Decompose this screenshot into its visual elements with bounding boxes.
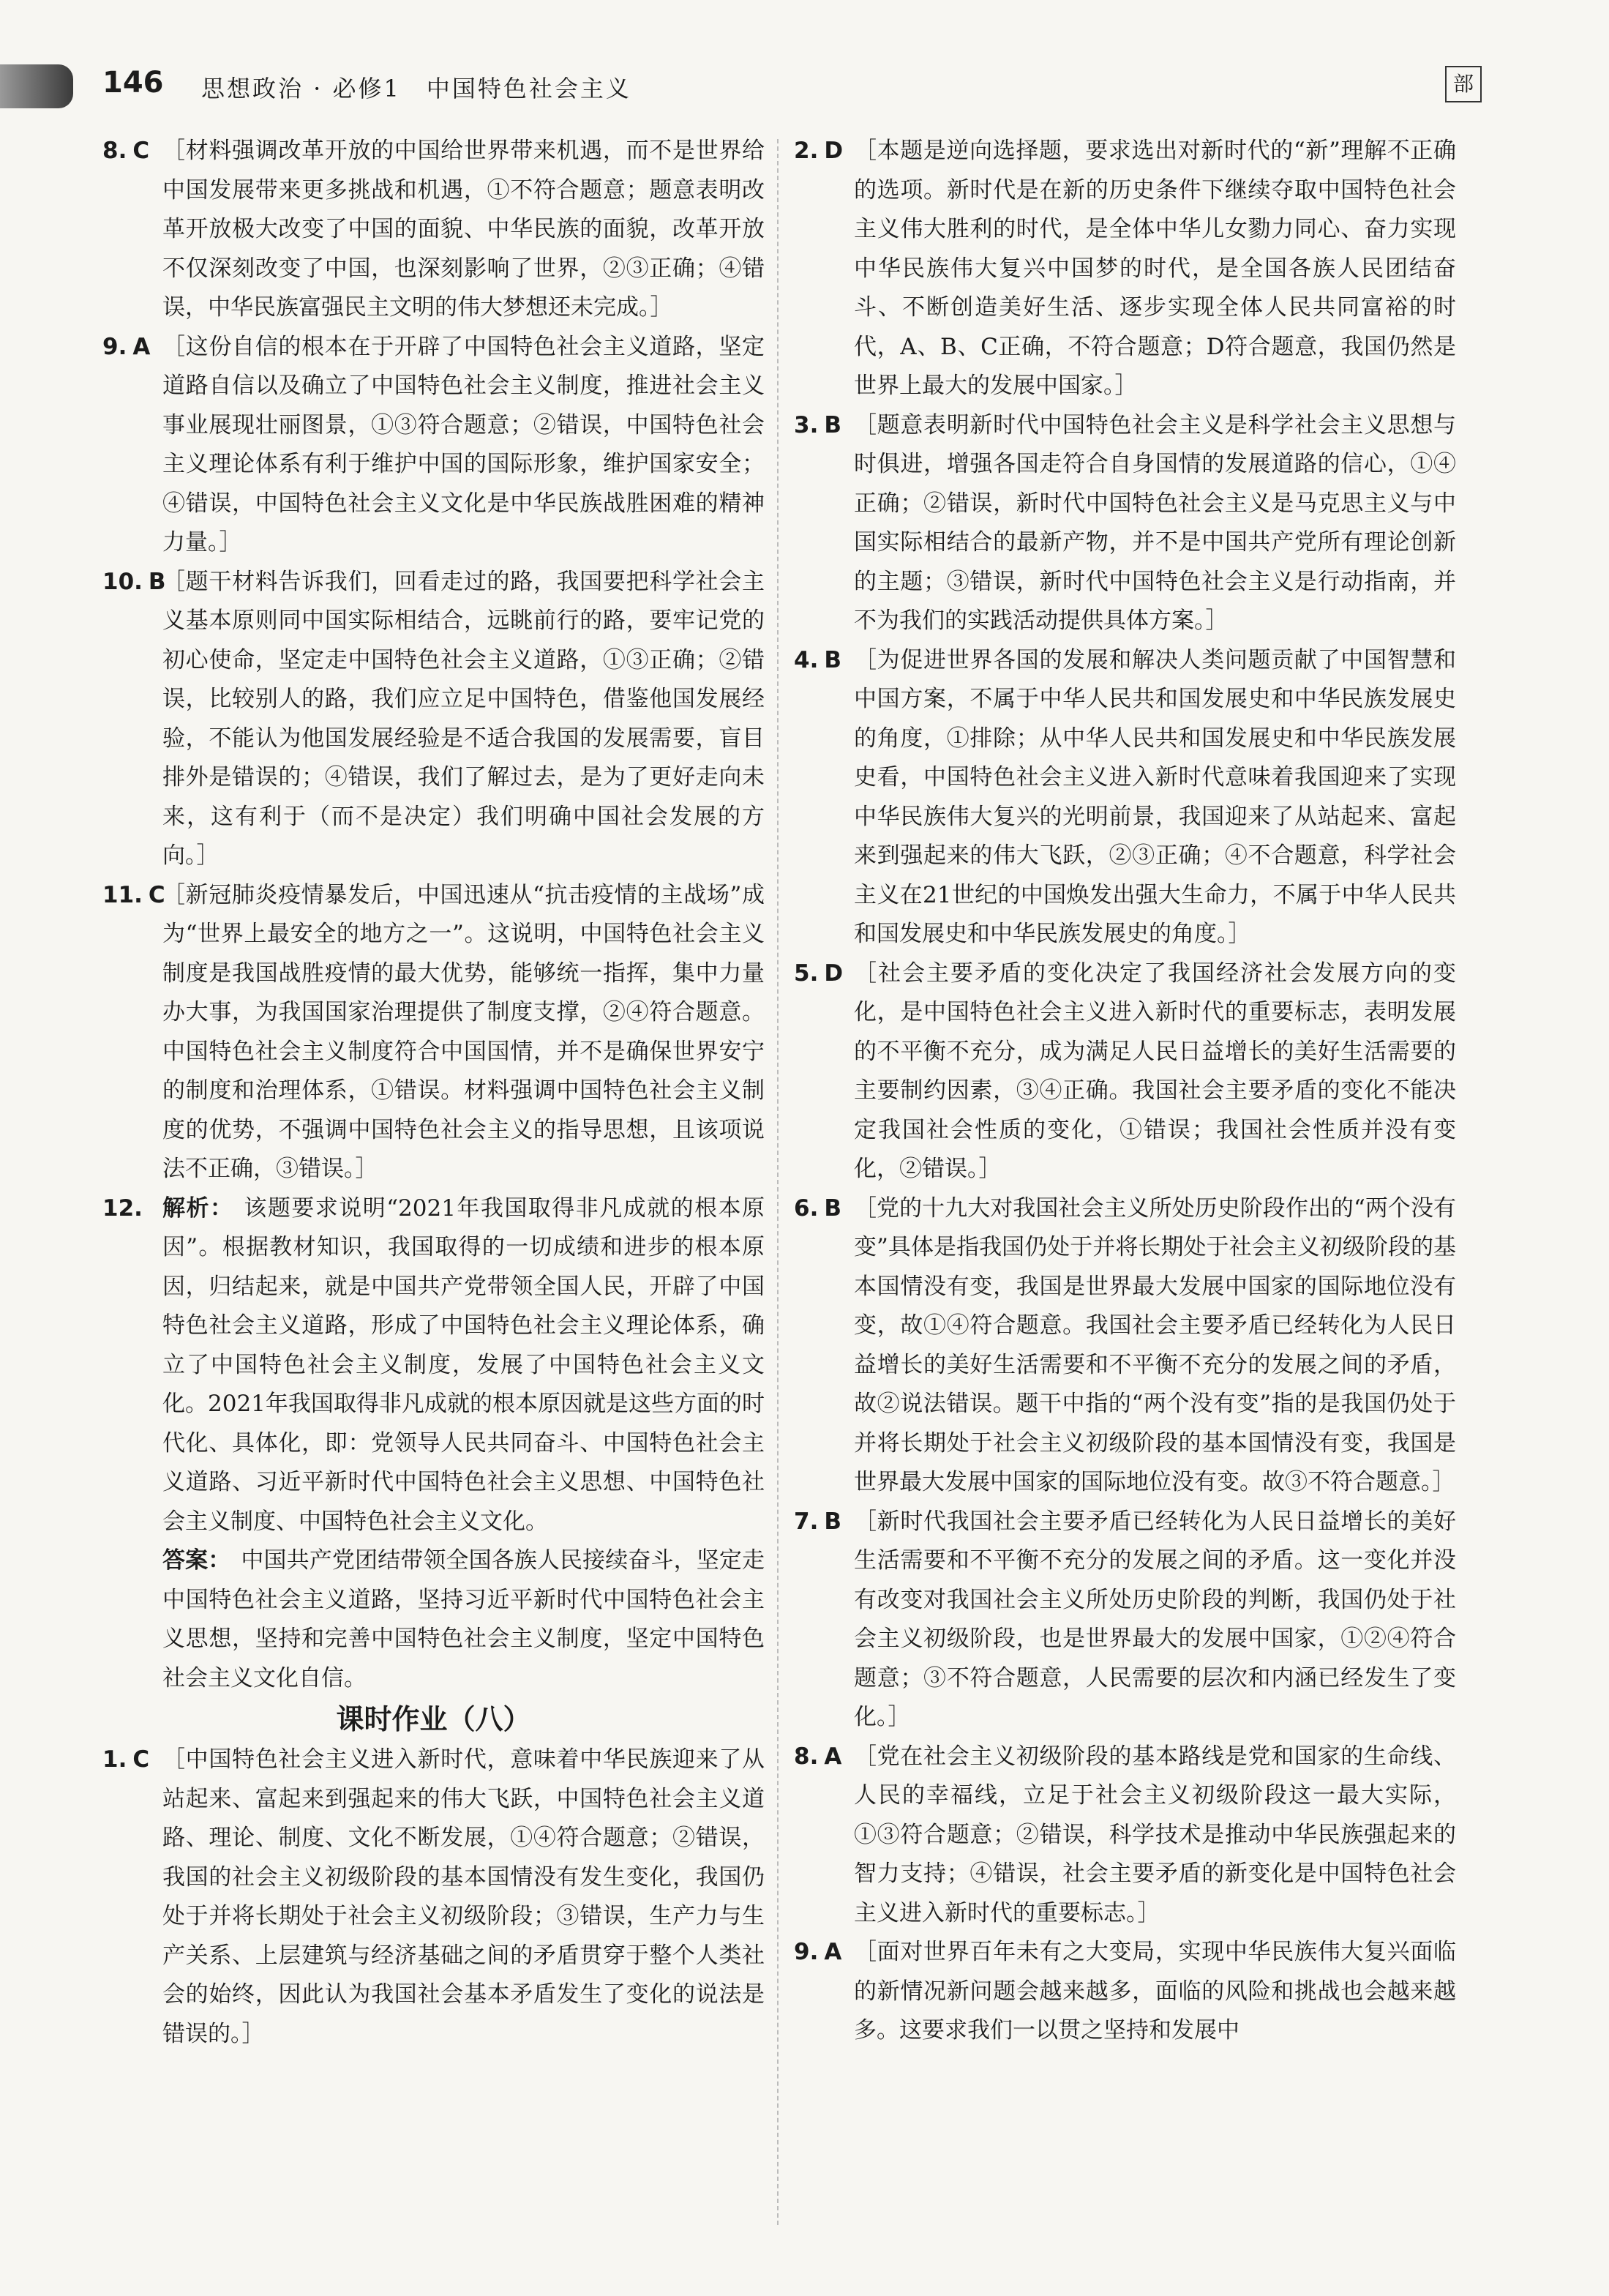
- item-number: [794, 954, 854, 994]
- item-text: 10.: [102, 568, 143, 595]
- item-text: 6.: [794, 1194, 819, 1222]
- item-text: ［本题是逆向选择题，要求选出对新时代的“新”理解不正确的选项。新时代是在新的历史条件下继续夺取中国特色社会主义伟大胜利的时代，是全体中华儿女勠力同心、奋力实现中华民族伟大复兴中国梦的时代，是全国各族人民团结奋斗、不断创造美好生活、逐步实现全体人民共同富裕的时代，A、B、C正确，不符合题意；D符合题意，我国仍然是世界上最大的发展中国家。］: [854, 138, 1456, 399]
- answer-item: [794, 132, 1456, 406]
- item-number: [102, 563, 166, 602]
- item-text: ［新冠肺炎疫情暴发后，中国迅速从“抗击疫情的主战场”成为“世界上最安全的地方之一”。这说明，中国特色社会主义制度是我国战胜疫情的最大优势，能够统一指挥，集中力量办大事，为我国国家治理提供了制度支撑，②④符合题意。中国特色社会主义制度符合中国国情，并不是确保世界安宁的制度和治理体系，①错误。材料强调中国特色社会主义制度的优势，不强调中国特色社会主义的指导思想，且该项说法不正确，③错误。］: [162, 881, 765, 1182]
- item-text: 9.: [102, 333, 127, 360]
- item-text: B: [824, 1194, 841, 1222]
- item-number: [794, 1189, 854, 1229]
- item-text: A: [824, 1743, 842, 1770]
- answer-item: [102, 563, 765, 876]
- section-title: 课时作业（八）: [336, 1703, 531, 1735]
- page-header: [0, 59, 1609, 117]
- answer-item: [794, 1189, 1456, 1503]
- item-number: [102, 328, 162, 367]
- item-text: C: [132, 138, 150, 164]
- item-number: [102, 132, 162, 171]
- item-text: A: [824, 1939, 842, 1965]
- item-text: D: [824, 138, 844, 164]
- item-text: ［这份自信的根本在于开辟了中国特色社会主义道路，坚定道路自信以及确立了中国特色社会主义制度，推进社会主义事业展现壮丽图景，①③符合题意；②错误，中国特色社会主义理论体系有利于维护中国的国际形象，维护国家安全；④错误，中国特色社会主义文化是中华民族战胜困难的精神力量。］: [162, 333, 765, 556]
- answer-item: [102, 876, 765, 1189]
- answer-item: [794, 1503, 1456, 1738]
- item-number: [102, 876, 165, 916]
- item-number: [794, 132, 854, 171]
- item-number: [102, 1189, 162, 1229]
- item-text: 7.: [794, 1508, 819, 1535]
- item-text: ［党在社会主义初级阶段的基本路线是党和国家的生命线、人民的幸福线，立足于社会主义初级阶段这一最大实际，①③符合题意；②错误，科学技术是推动中华民族强起来的智力支持；④错误，社会主要矛盾的新变化是中国特色社会主义进入新时代的重要标志。］: [854, 1743, 1456, 1926]
- item-number: [794, 1503, 854, 1542]
- item-text: 11.: [102, 881, 143, 908]
- item-text: B: [148, 568, 166, 595]
- item-text: 5.: [794, 960, 819, 987]
- answer-label: 答案：: [162, 1547, 231, 1574]
- answer-item: [102, 328, 765, 563]
- left-column: [102, 132, 765, 2054]
- page-number: 146: [102, 66, 164, 100]
- right-column: [794, 132, 1456, 2051]
- item-text: 2.: [794, 138, 819, 164]
- item-text: C: [148, 881, 165, 908]
- answer-item: [794, 1738, 1456, 1934]
- section-badge: 部: [1445, 66, 1482, 102]
- item-text: ［题意表明新时代中国特色社会主义是科学社会主义思想与时俱进，增强各国走符合自身国情的发展道路的信心，①④正确；②错误，新时代中国特色社会主义是马克思主义与中国实际相结合的最新产物，并不是中国共产党所有理论创新的主题；③错误，新时代中国特色社会主义是行动指南，并不为我们的实践活动提供具体方案。］: [854, 411, 1456, 634]
- answer-item: [794, 1933, 1456, 2051]
- answer-item: [794, 406, 1456, 641]
- item-text: B: [824, 411, 841, 438]
- answer-item: [102, 132, 765, 328]
- item-number: [794, 641, 854, 681]
- item-text: ［党的十九大对我国社会主义所处历史阶段作出的“两个没有变”具体是指我国仍处于并将长期处于社会主义初级阶段的基本国情没有变，我国是世界最大发展中国家的国际地位没有变，故①④符合题意。我国社会主要矛盾已经转化为人民日益增长的美好生活需要和不平衡不充分的发展之间的矛盾，故②说法错误。题干中指的“两个没有变”指的是我国仍处于并将长期处于社会主义初级阶段的基本国情没有变，我国是世界最大发展中国家的国际地位没有变。故③不符合题意。］: [854, 1194, 1456, 1495]
- analysis-item: [102, 1189, 765, 1542]
- item-text: 1.: [102, 1746, 127, 1773]
- page-tab-marker: [0, 64, 73, 108]
- item-text: ［中国特色社会主义进入新时代，意味着中华民族迎来了从站起来、富起来到强起来的伟大飞跃，中国特色社会主义道路、理论、制度、文化不断发展，①④符合题意；②错误，我国的社会主义初级阶段的基本国情没有发生变化，我国仍处于并将长期处于社会主义初级阶段；③错误，生产力与生产关系、上层建筑与经济基础之间的矛盾贯穿于整个人类社会的始终，因此认为我国社会基本矛盾发生了变化的说法是错误的。］: [162, 1746, 765, 2047]
- item-text: ［面对世界百年未有之大变局，实现中华民族伟大复兴面临的新情况新问题会越来越多，面临的风险和挑战也会越来越多。这要求我们一以贯之坚持和发展中: [854, 1939, 1456, 2043]
- item-text: D: [824, 960, 844, 987]
- item-text: 9.: [794, 1939, 819, 1965]
- item-text: 8.: [102, 138, 127, 164]
- answer-item: [794, 954, 1456, 1189]
- analysis-label: 解析：: [162, 1194, 234, 1222]
- item-text: 该题要求说明“2021年我国取得非凡成就的根本原因”。根据教材知识，我国取得的一切成绩和进步的根本原因，归结起来，就是中国共产党带领全国人民，开辟了中国特色社会主义道路，形成了中国特色社会主义理论体系，确立了中国特色社会主义制度，发展了中国特色社会主义文化。2021年我国取得非凡成就的根本原因就是这些方面的时代化、具体化，即：党领导人民共同奋斗、中国特色社会主义道路、习近平新时代中国特色社会主义思想、中国特色社会主义制度、中国特色社会主义文化。: [162, 1194, 765, 1535]
- item-number: [794, 1738, 854, 1777]
- item-text: 12.: [102, 1194, 143, 1222]
- column-divider: [777, 139, 779, 2225]
- item-text: ［社会主要矛盾的变化决定了我国经济社会发展方向的变化，是中国特色社会主义进入新时代的重要标志，表明发展的不平衡不充分，成为满足人民日益增长的美好生活需要的主要制约因素，③④正确。我国社会主要矛盾的变化不能决定我国社会性质的变化，①错误；我国社会性质并没有变化，②错误。］: [854, 960, 1456, 1182]
- item-text: 4.: [794, 646, 819, 673]
- running-title: 思想政治 · 必修1 中国特色社会主义: [201, 75, 631, 102]
- item-text: ［为促进世界各国的发展和解决人类问题贡献了中国智慧和中国方案，不属于中华人民共和国发展史和中华民族发展史的角度，①排除；从中华人民共和国发展史和中华民族发展史看，中国特色社会主义进入新时代意味着我国迎来了实现中华民族伟大复兴的光明前景，我国迎来了从站起来、富起来到强起来的伟大飞跃，②③正确；④不合题意，科学社会主义在21世纪的中国焕发出强大生命力，不属于中华人民共和国发展史和中华民族发展史的角度。］: [854, 646, 1456, 947]
- answer-item: [102, 1740, 765, 2054]
- item-text: A: [132, 333, 151, 360]
- item-text: 8.: [794, 1743, 819, 1770]
- answer-block: [102, 1541, 765, 1698]
- item-text: 中国共产党团结带领全国各族人民接续奋斗，坚定走中国特色社会主义道路，坚持习近平新时代中国特色社会主义思想，坚持和完善中国特色社会主义制度，坚定中国特色社会主义文化自信。: [162, 1547, 765, 1691]
- item-text: 3.: [794, 411, 819, 438]
- item-number: [794, 406, 854, 446]
- item-text: B: [824, 646, 841, 673]
- item-text: ［新时代我国社会主要矛盾已经转化为人民日益增长的美好生活需要和不平衡不充分的发展之间的矛盾。这一变化并没有改变对我国社会主义所处历史阶段的判断，我国仍处于社会主义初级阶段，也是世界最大的发展中国家，①②④符合题意；③不符合题意，人民需要的层次和内涵已经发生了变化。］: [854, 1508, 1456, 1730]
- item-text: C: [132, 1746, 150, 1773]
- item-number: [102, 1740, 162, 1780]
- item-number: [794, 1933, 854, 1972]
- item-text: ［题干材料告诉我们，回看走过的路，我国要把科学社会主义基本原则同中国实际相结合，远眺前行的路，要牢记党的初心使命，坚定走中国特色社会主义道路，①③正确；②错误，比较别人的路，我们应立足中国特色，借鉴他国发展经验，不能认为他国发展经验是不适合我国的发展需要，盲目排外是错误的；④错误，我们了解过去，是为了更好走向未来，这有利于（而不是决定）我们明确中国社会发展的方向。］: [162, 568, 765, 869]
- answer-item: [794, 641, 1456, 954]
- item-text: B: [824, 1508, 841, 1535]
- item-text: ［材料强调改革开放的中国给世界带来机遇，而不是世界给中国发展带来更多挑战和机遇，①不符合题意；题意表明改革开放极大改变了中国的面貌、中华民族的面貌，改革开放不仅深刻改变了中国，也深刻影响了世界，②③正确；④错误，中华民族富强民主文明的伟大梦想还未完成。］: [162, 138, 765, 321]
